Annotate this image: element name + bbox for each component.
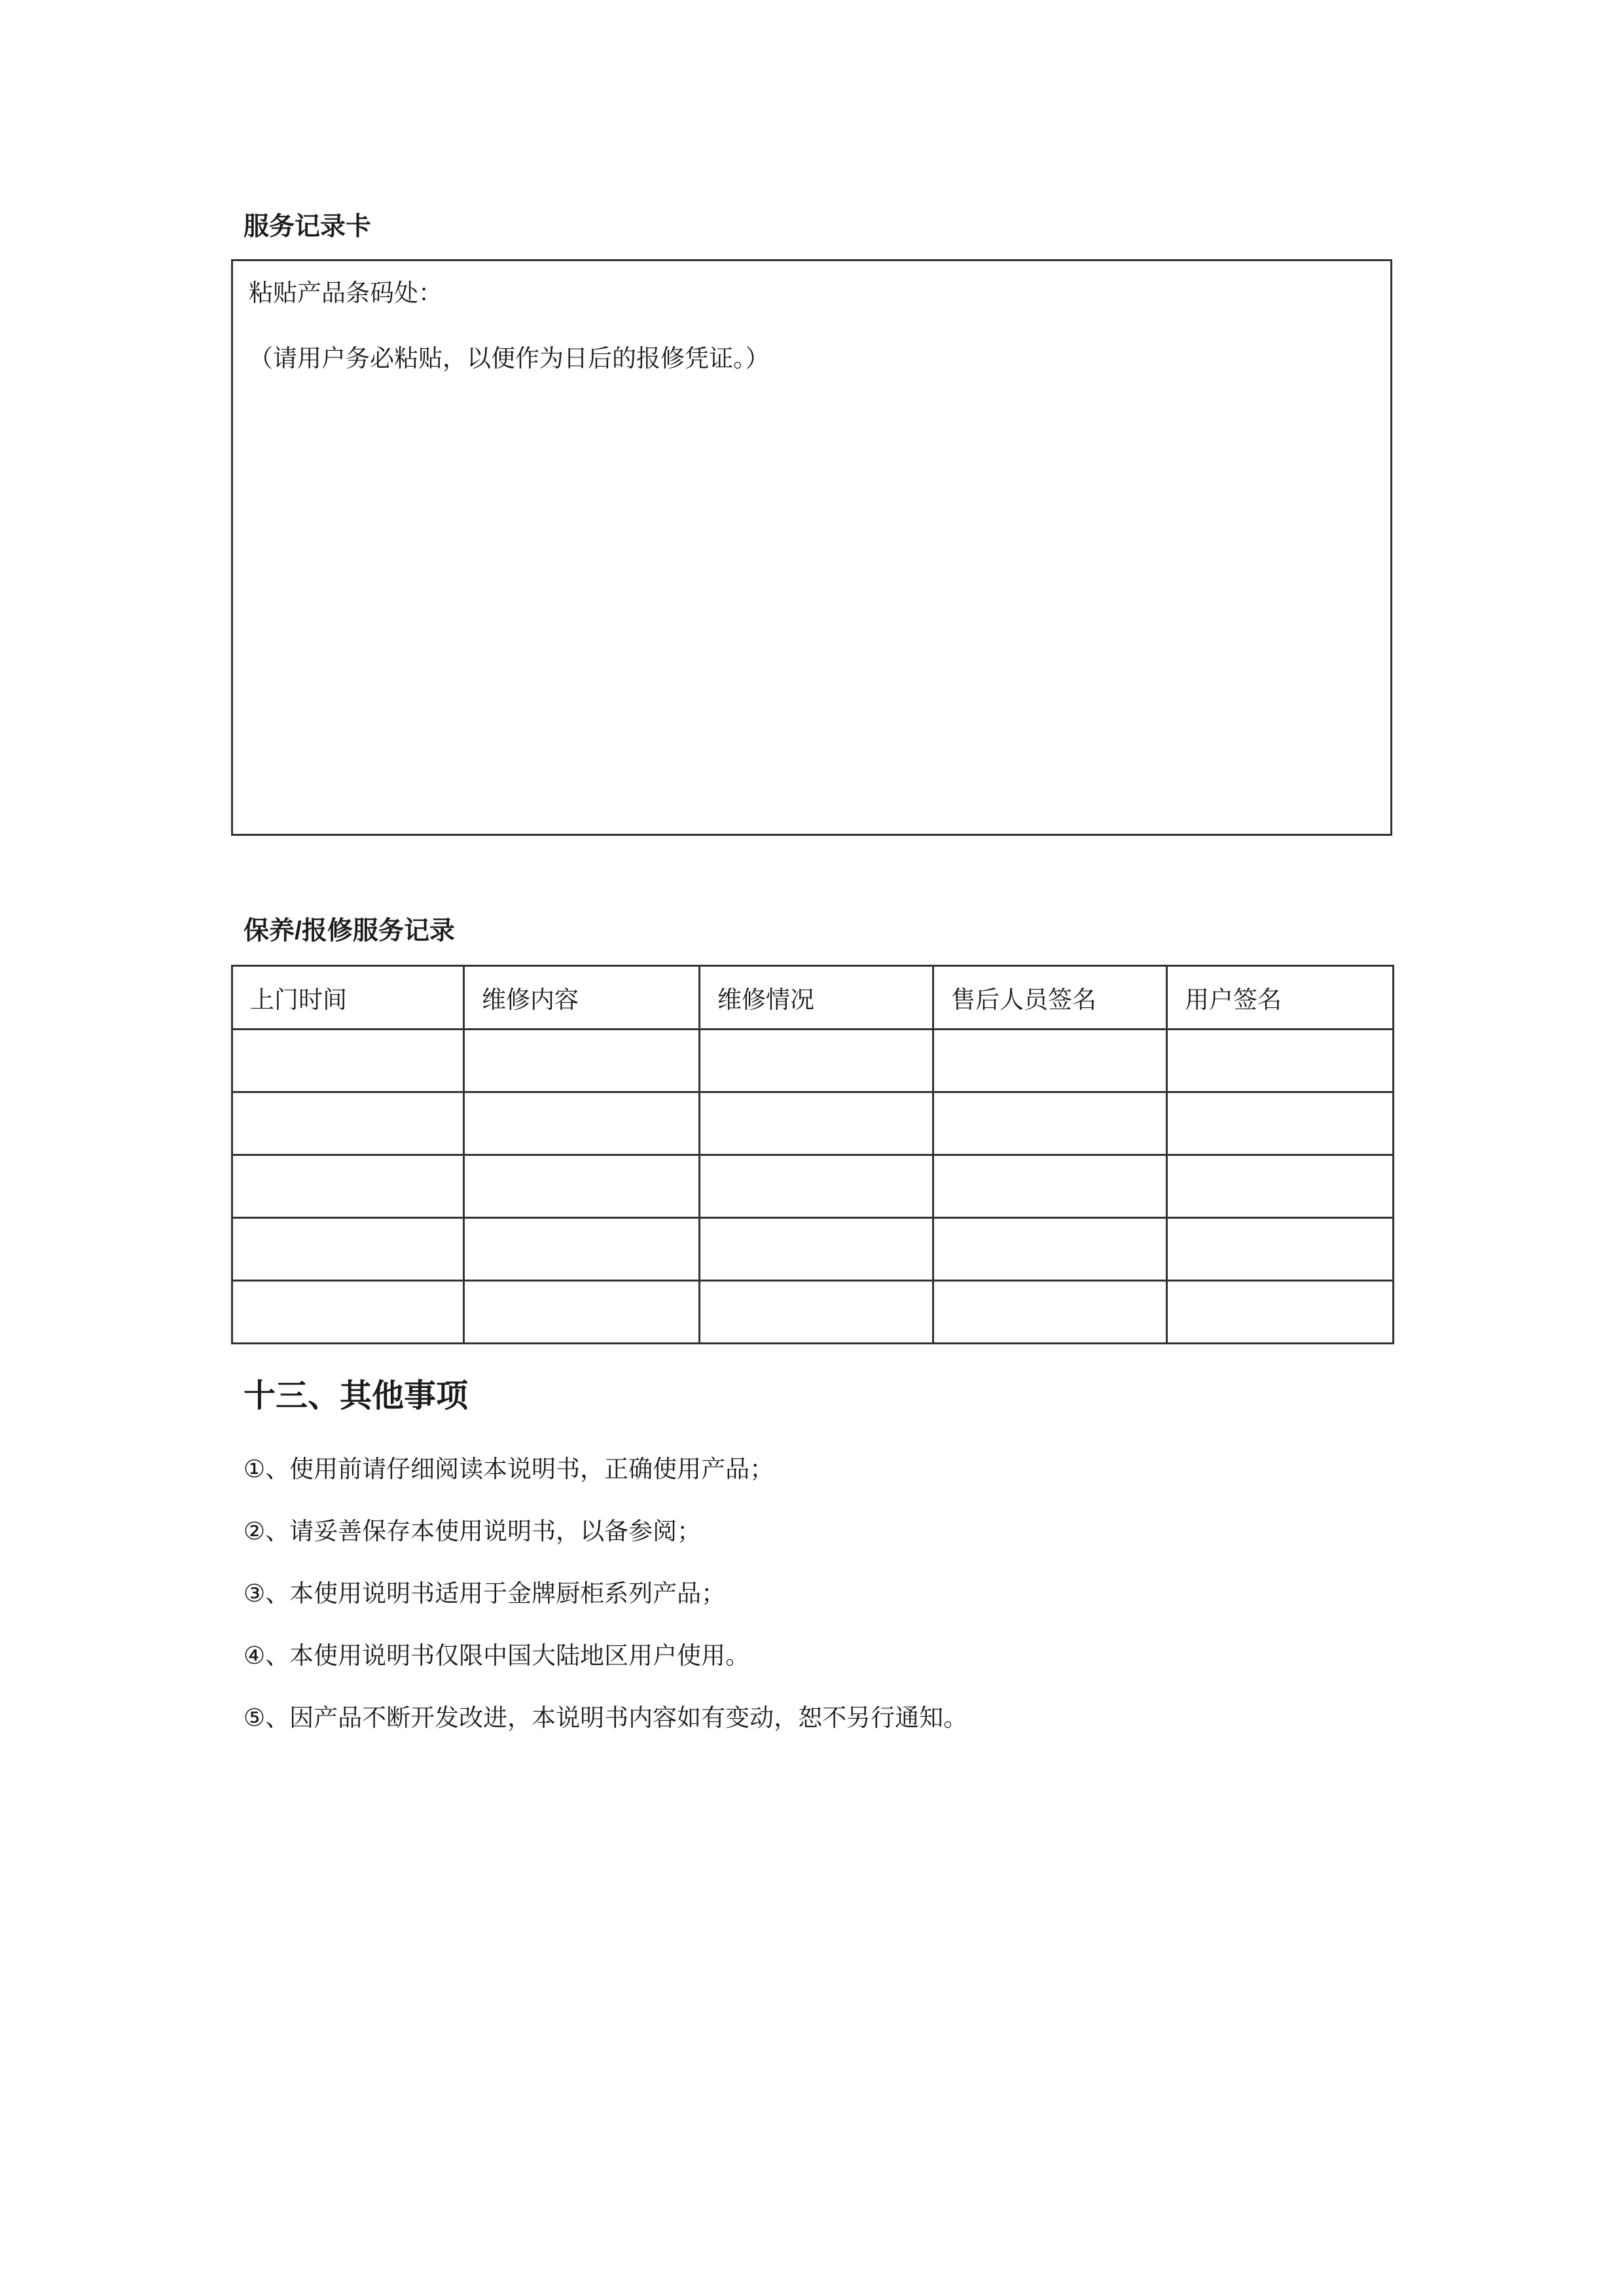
table-cell bbox=[1167, 1155, 1394, 1218]
table-cell bbox=[232, 1218, 464, 1281]
table-row bbox=[232, 1030, 1394, 1092]
col-header-staff-signature: 售后人员签名 bbox=[933, 966, 1167, 1030]
table-row bbox=[232, 1281, 1394, 1344]
service-record-table bbox=[231, 965, 1394, 1344]
list-item: ②、请妥善保存本使用说明书，以备参阅； bbox=[244, 1518, 702, 1545]
table-cell bbox=[933, 1030, 1167, 1092]
col-header-visit-time: 上门时间 bbox=[232, 966, 464, 1030]
table-cell bbox=[1167, 1281, 1394, 1344]
table-cell bbox=[1167, 1030, 1394, 1092]
list-item: ⑤、因产品不断开发改进，本说明书内容如有变动，恕不另行通知。 bbox=[244, 1704, 968, 1731]
table-row bbox=[232, 1155, 1394, 1218]
table-cell bbox=[464, 1281, 700, 1344]
list-item: ④、本使用说明书仅限中国大陆地区用户使用。 bbox=[244, 1642, 750, 1669]
table-cell bbox=[232, 1155, 464, 1218]
table-cell bbox=[464, 1092, 700, 1155]
table-cell bbox=[232, 1092, 464, 1155]
barcode-instruction-line2: （请用户务必粘贴，以便作为日后的报修凭证。） bbox=[249, 345, 770, 372]
service-card-title: 服务记录卡 bbox=[244, 213, 372, 241]
col-header-repair-content: 维修内容 bbox=[464, 966, 700, 1030]
table-cell bbox=[1167, 1092, 1394, 1155]
col-header-user-signature: 用户签名 bbox=[1167, 966, 1394, 1030]
col-header-repair-status: 维修情况 bbox=[700, 966, 933, 1030]
table-row bbox=[232, 1092, 1394, 1155]
table-body bbox=[232, 1030, 1394, 1344]
table-cell bbox=[232, 1281, 464, 1344]
table-cell bbox=[464, 1218, 700, 1281]
other-matters-list bbox=[244, 1454, 967, 1765]
table-cell bbox=[933, 1218, 1167, 1281]
table-cell bbox=[464, 1030, 700, 1092]
table-cell bbox=[700, 1281, 933, 1344]
table-cell bbox=[700, 1092, 933, 1155]
table-cell bbox=[700, 1218, 933, 1281]
list-item: ③、本使用说明书适用于金牌厨柜系列产品； bbox=[244, 1580, 726, 1607]
table-header-row bbox=[232, 966, 1394, 1030]
other-matters-title: 十三、其他事项 bbox=[244, 1378, 469, 1414]
table-row bbox=[232, 1218, 1394, 1281]
list-item: ①、使用前请仔细阅读本说明书，正确使用产品； bbox=[244, 1456, 774, 1482]
barcode-instruction-line1: 粘贴产品条码处： bbox=[249, 279, 442, 306]
table-cell bbox=[933, 1092, 1167, 1155]
table-cell bbox=[232, 1030, 464, 1092]
table-cell bbox=[933, 1155, 1167, 1218]
maintenance-record-title: 保养/报修服务记录 bbox=[244, 917, 455, 945]
barcode-box bbox=[231, 259, 1392, 836]
table-cell bbox=[700, 1155, 933, 1218]
table-cell bbox=[464, 1155, 700, 1218]
table-cell bbox=[933, 1281, 1167, 1344]
table-cell bbox=[1167, 1218, 1394, 1281]
table-cell bbox=[700, 1030, 933, 1092]
